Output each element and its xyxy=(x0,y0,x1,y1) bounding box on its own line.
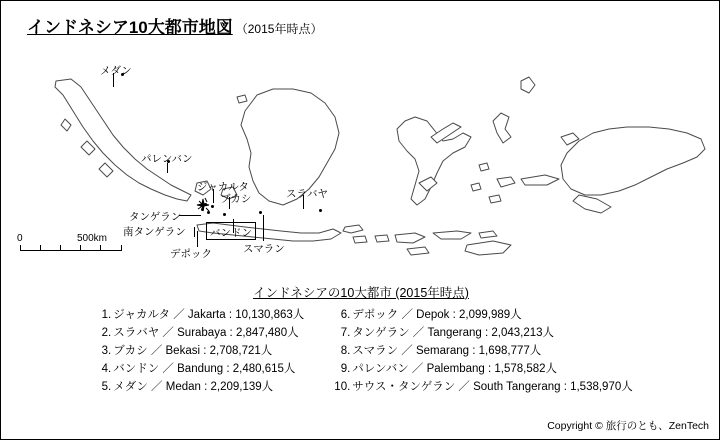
list-item xyxy=(89,362,304,377)
label-bekasi: ブカシ xyxy=(220,193,252,205)
leader-south-tangerang xyxy=(194,227,195,237)
list-item-label: サウス・タンゲラン ／ South Tangerang : 1,538,970人 xyxy=(352,381,633,393)
city-list xyxy=(1,283,720,395)
list-item-label: ジャカルタ ／ Jakarta : 10,130,863人 xyxy=(113,309,305,321)
city-list-heading: インドネシアの10大都市 (2015年時点) xyxy=(253,286,469,300)
page-title xyxy=(27,13,322,38)
list-item xyxy=(328,362,632,377)
leader-depok xyxy=(197,231,198,247)
list-item-label: スラバヤ ／ Surabaya : 2,847,480人 xyxy=(113,327,299,339)
list-item xyxy=(328,326,632,341)
city-dot-semarang xyxy=(259,211,262,214)
scale-tick-2 xyxy=(60,245,61,251)
page-title-subtitle: （2015年時点） xyxy=(235,22,323,36)
city-list-column-left xyxy=(89,308,304,395)
label-jakarta: ジャカルタ xyxy=(197,181,249,193)
list-item-rank: 10. xyxy=(334,381,351,393)
list-item xyxy=(89,326,304,341)
scale-tick-3 xyxy=(80,245,81,251)
scale-tick-4 xyxy=(100,245,101,251)
label-semarang: スマラン xyxy=(243,243,285,255)
list-item-label: パレンバン ／ Palembang : 1,578,582人 xyxy=(352,363,558,375)
list-item-label: タンゲラン ／ Tangerang : 2,043,213人 xyxy=(352,327,555,339)
city-dot-bandung xyxy=(223,213,226,216)
list-item xyxy=(328,380,632,395)
page-title-main: インドネシア10大都市地図 xyxy=(27,18,233,37)
scale-tick-0 xyxy=(20,245,21,251)
list-item-rank: 9. xyxy=(340,363,351,375)
list-item-label: スマラン ／ Semarang : 1,698,777人 xyxy=(352,345,542,357)
label-depok: デポック xyxy=(170,248,212,260)
label-tangerang: タンゲラン xyxy=(129,211,182,223)
scale-label-start: 0 xyxy=(17,233,23,244)
bandung-label-box xyxy=(206,222,256,240)
list-item xyxy=(89,380,304,395)
list-item-rank: 4. xyxy=(101,363,112,375)
label-bandung: バンドン xyxy=(210,227,252,239)
scale-tick-1 xyxy=(40,245,41,251)
list-item-label: バンドン ／ Bandung : 2,480,615人 xyxy=(113,363,296,375)
list-item-label: ブカシ ／ Bekasi : 2,708,721人 xyxy=(113,345,273,357)
list-item-rank: 8. xyxy=(340,345,351,357)
list-item-rank: 5. xyxy=(101,381,112,393)
label-medan: メダン xyxy=(100,65,132,77)
leader-semarang xyxy=(263,215,264,241)
label-surabaya: スラバヤ xyxy=(286,188,328,200)
scale-label-end: 500km xyxy=(77,233,108,244)
list-item xyxy=(89,308,304,323)
city-list-columns xyxy=(1,308,720,395)
scale-line xyxy=(20,250,122,251)
list-item-label: デポック ／ Depok : 2,099,989人 xyxy=(352,309,522,321)
list-item xyxy=(328,344,632,359)
list-item xyxy=(328,308,632,323)
label-south-tangerang: 南タンゲラン xyxy=(123,226,186,238)
city-dot-surabaya xyxy=(319,209,322,212)
copyright-footer: Copyright © 旅行のとも、ZenTech xyxy=(547,420,709,432)
list-item-rank: 7. xyxy=(340,327,351,339)
map-canvas xyxy=(1,37,720,277)
list-item-rank: 3. xyxy=(101,345,112,357)
list-item xyxy=(89,344,304,359)
list-item-label: メダン ／ Medan : 2,209,139人 xyxy=(113,381,274,393)
leader-tangerang xyxy=(179,215,201,216)
label-palembang: パレンバン xyxy=(141,153,193,165)
list-item-rank: 6. xyxy=(340,309,351,321)
list-item-rank: 1. xyxy=(101,309,112,321)
list-item-rank: 2. xyxy=(101,327,112,339)
scale-tick-5 xyxy=(121,245,122,251)
map-scale-bar xyxy=(17,233,137,263)
city-list-column-right xyxy=(328,308,632,395)
